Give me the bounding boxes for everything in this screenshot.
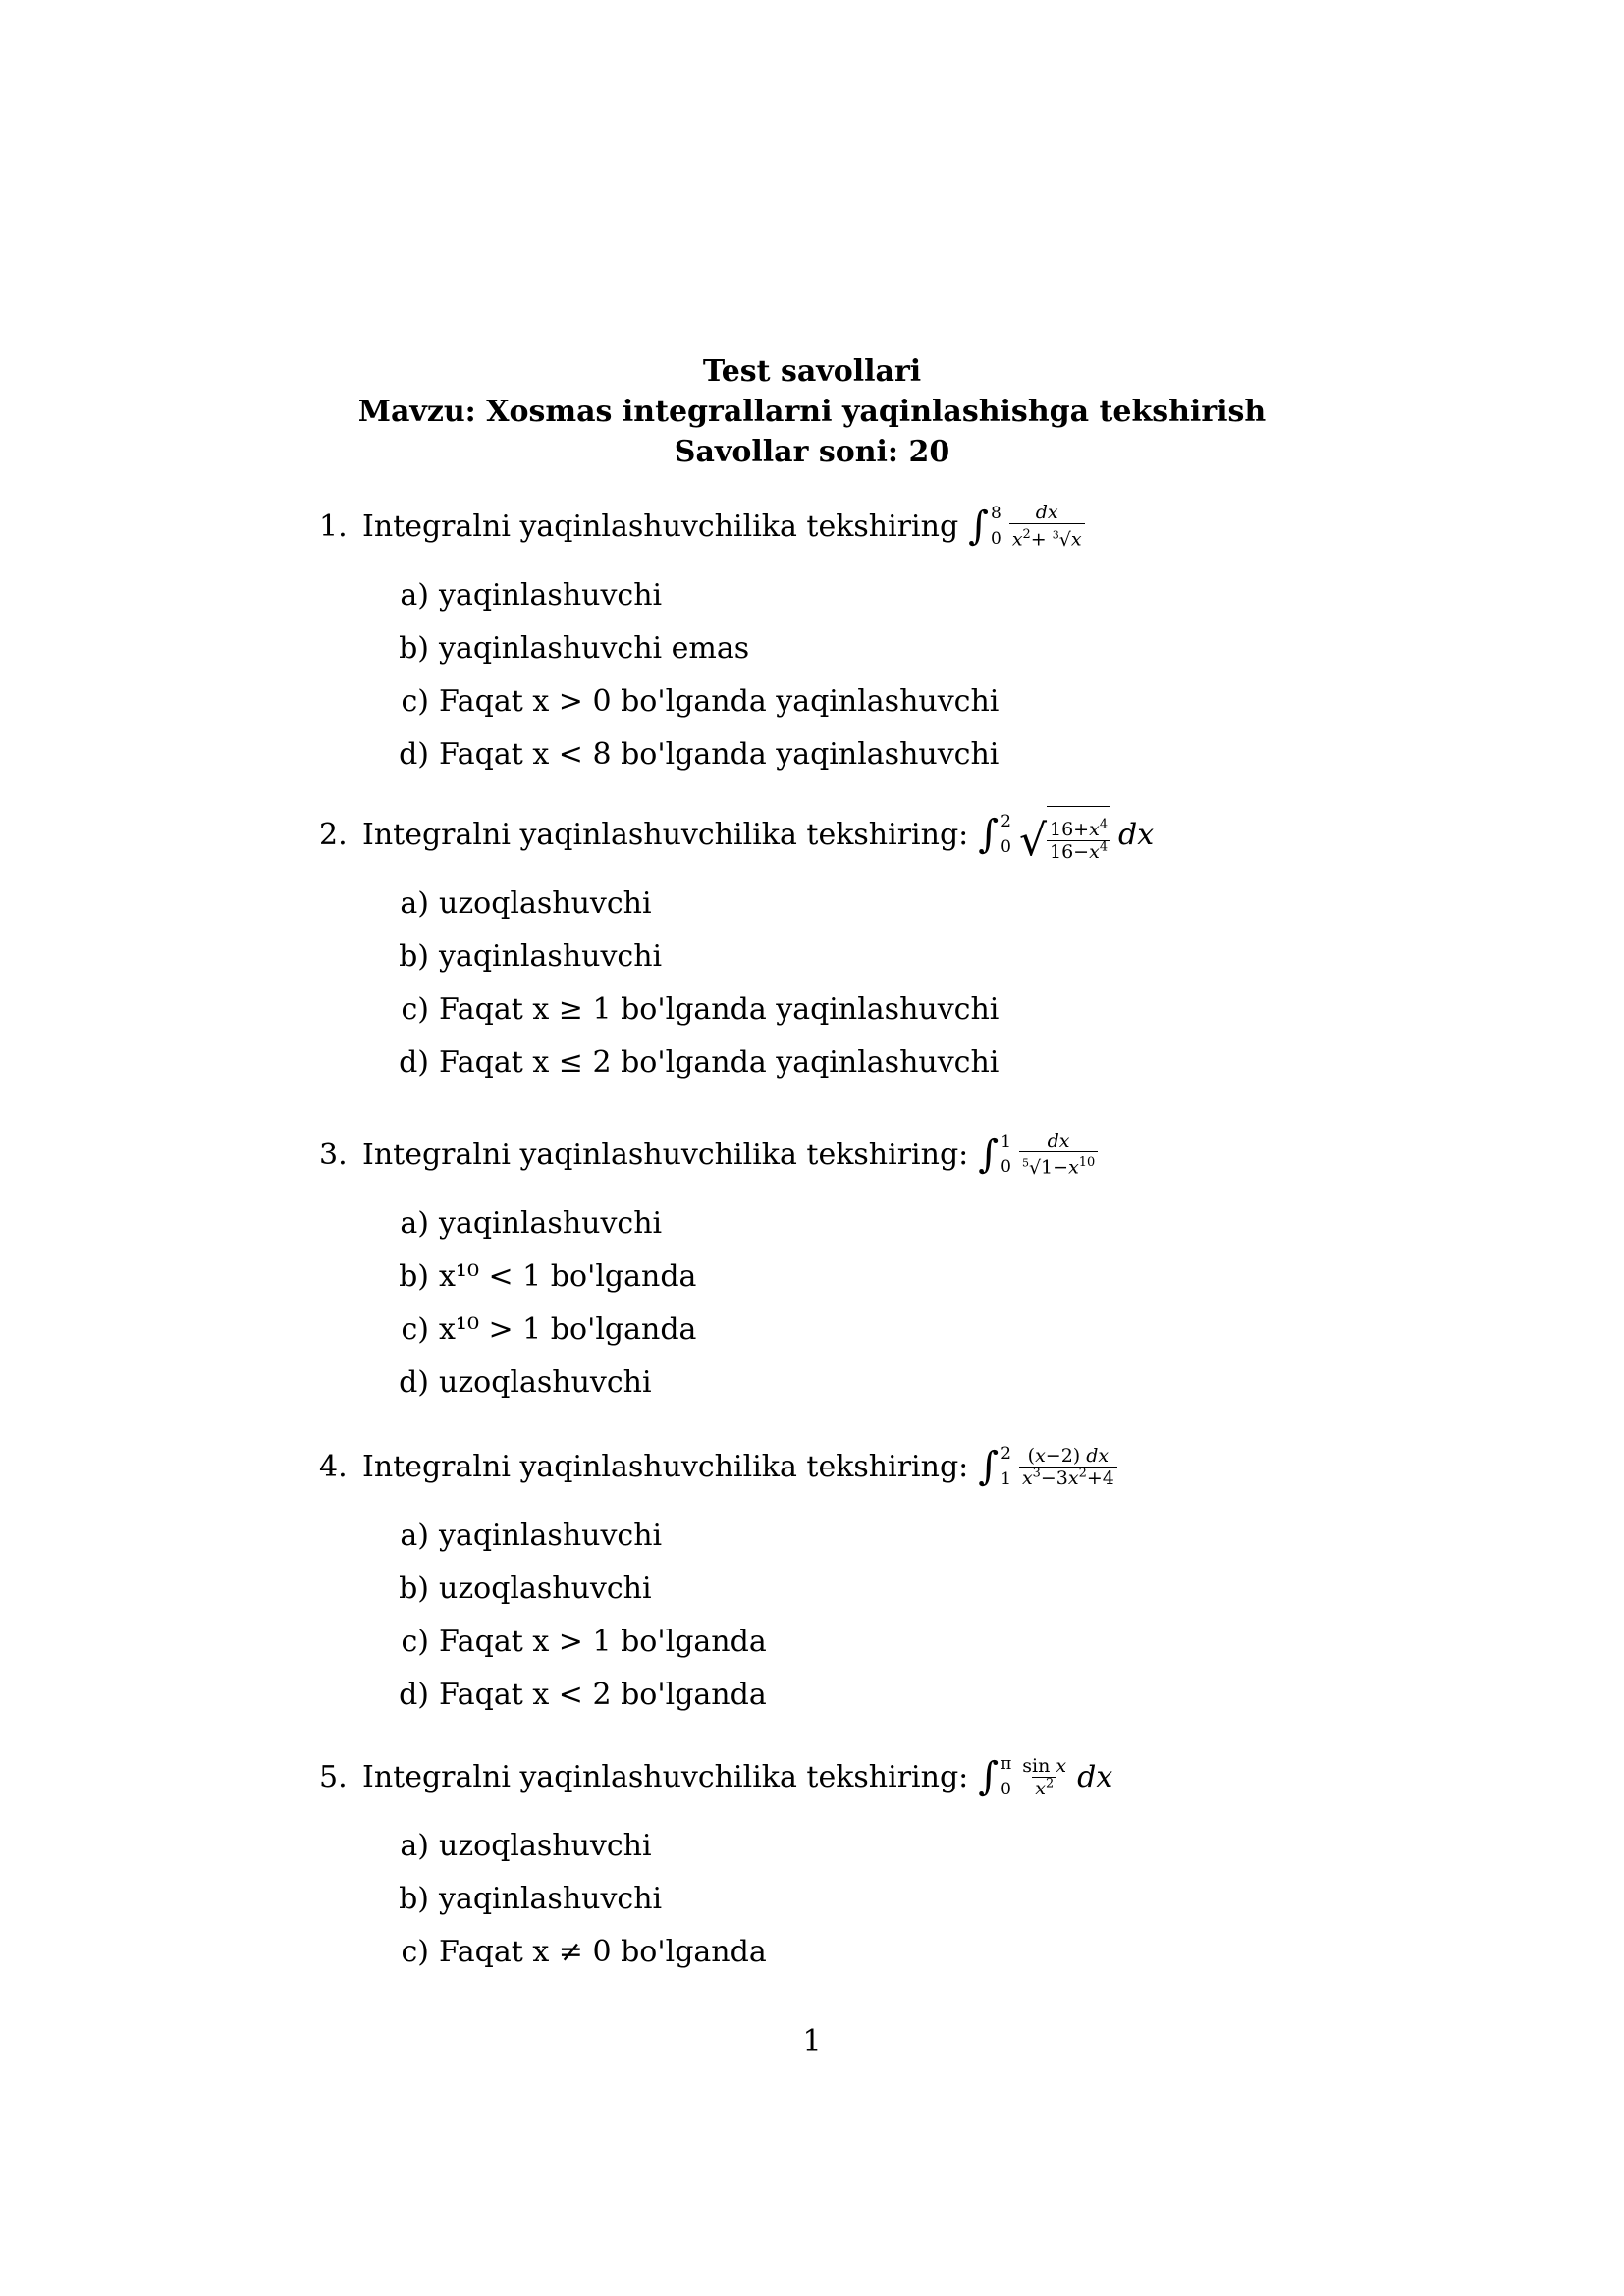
option-c[interactable]: c) Faqat x ≠ 0 bo'lganda — [401, 1935, 767, 1969]
question-2 — [319, 805, 1350, 1090]
integral-formula: ∫ π 0 $\frac{\text{sin x}}{x^2}$ dx — [978, 1754, 1113, 1799]
option-a[interactable]: a) uzoqlashuvchi — [400, 886, 652, 921]
option-c[interactable]: c) Faqat x ≥ 1 bo'lganda yaqinlashuvchi — [401, 992, 1000, 1027]
question-number: 4. — [319, 1449, 348, 1484]
question-number: 3. — [319, 1137, 348, 1172]
option-b[interactable]: b) yaqinlashuvchi — [399, 939, 663, 974]
option-c[interactable]: c) Faqat x > 0 bo'lganda yaqinlashuvchi — [401, 684, 1000, 719]
question-text: Integralni yaqinlashuvchilika tekshiring: — [362, 1137, 969, 1172]
option-a[interactable]: a) yaqinlashuvchi — [400, 1206, 663, 1241]
option-a[interactable]: a) yaqinlashuvchi — [400, 578, 663, 613]
question-line — [319, 1747, 1350, 1806]
integral-formula: ∫ 2 0 √ $\frac{16+x^4}{16-x^4}$ dx — [978, 806, 1154, 863]
question-number: 5. — [319, 1759, 348, 1794]
option-d[interactable]: d) Faqat x < 8 bo'lganda yaqinlashuvchi — [399, 737, 1000, 772]
option-b[interactable]: b) yaqinlashuvchi — [399, 1882, 663, 1916]
option-a[interactable]: a) uzoqlashuvchi — [400, 1829, 652, 1863]
question-text: Integralni yaqinlashuvchilika tekshiring: — [362, 1449, 969, 1484]
answer-options — [319, 569, 1350, 781]
question-text: Integralni yaqinlashuvchilika tekshiring: — [362, 1759, 969, 1794]
question-1 — [319, 497, 1350, 781]
question-text: Integralni yaqinlashuvchilika tekshiring — [362, 508, 959, 544]
question-number: 1. — [319, 508, 348, 544]
question-5 — [319, 1747, 1350, 1979]
question-line — [319, 1437, 1350, 1496]
option-d[interactable]: d) uzoqlashuvchi — [399, 1365, 652, 1400]
document-header — [0, 351, 1624, 472]
question-text: Integralni yaqinlashuvchilika tekshiring: — [362, 817, 969, 852]
option-d[interactable]: d) Faqat x < 2 bo'lganda — [399, 1678, 767, 1712]
document-title: Test savollari — [702, 354, 922, 389]
option-b[interactable]: b) uzoqlashuvchi — [399, 1572, 652, 1606]
answer-options — [319, 1820, 1350, 1979]
question-number: 2. — [319, 817, 348, 852]
option-c[interactable]: c) Faqat x > 1 bo'lganda — [401, 1625, 767, 1659]
integral-formula: ∫ 8 0 $\frac{dx}{x^2+ ^3√x}$ — [968, 502, 1084, 550]
integral-formula: ∫ 2 1 $\frac{(x-2) dx}{x^3-3x^2+4}$ — [978, 1444, 1117, 1489]
question-3 — [319, 1125, 1350, 1410]
integral-formula: ∫ 1 0 $\frac{dx}{^5√1-x^{10}}$ — [978, 1130, 1098, 1178]
option-b[interactable]: b) yaqinlashuvchi emas — [399, 631, 750, 666]
question-line — [319, 497, 1350, 556]
question-line — [319, 1125, 1350, 1184]
option-c[interactable]: c) x¹⁰ > 1 bo'lganda — [401, 1312, 697, 1347]
question-4 — [319, 1437, 1350, 1722]
question-line — [319, 805, 1350, 864]
answer-options — [319, 878, 1350, 1090]
option-a[interactable]: a) yaqinlashuvchi — [400, 1519, 663, 1553]
page-number: 1 — [802, 2024, 822, 2058]
answer-options — [319, 1198, 1350, 1410]
document-topic: Mavzu: Xosmas integrallarni yaqinlashishga tekshirish — [357, 395, 1267, 429]
option-d[interactable]: d) Faqat x ≤ 2 bo'lganda yaqinlashuvchi — [399, 1045, 1000, 1080]
answer-options — [319, 1510, 1350, 1722]
option-b[interactable]: b) x¹⁰ < 1 bo'lganda — [399, 1259, 697, 1294]
question-count: Savollar soni: 20 — [674, 435, 950, 469]
